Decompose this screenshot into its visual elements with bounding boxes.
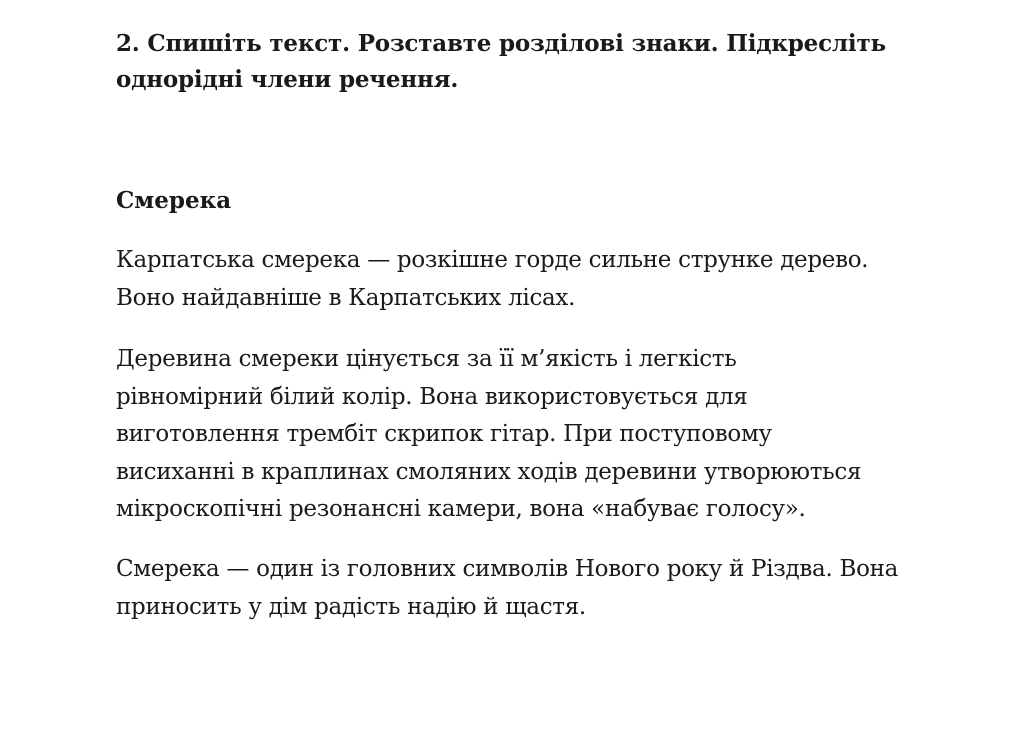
paragraph-line: виготовлення трембіт скрипок гітар. При поступовому: [116, 421, 772, 447]
task-line: однорідні члени речення.: [116, 66, 459, 93]
task-line: 2. Спишіть текст. Розставте розділові знаки. Підкресліть: [116, 30, 886, 57]
exercise-page: [116, 26, 966, 620]
paragraph-line: Воно найдавніше в Карпатських лісах.: [116, 284, 576, 311]
paragraph-line: висиханні в краплинах смоляних ходів деревини утворюються: [116, 458, 862, 485]
text-title: Смерека: [116, 187, 232, 214]
paragraph-line: Карпатська смерека — розкішне горде сильне струнке дерево.: [116, 247, 869, 273]
paragraph-line: приносить у дім радість надію й щастя.: [116, 593, 586, 620]
paragraph-line: рівномірний білий колір. Вона використовується для: [116, 383, 748, 410]
task-instruction: [116, 26, 966, 98]
paragraph-2: [116, 341, 861, 529]
paragraph-line: Деревина смереки цінується за її м’якість і легкість: [116, 346, 737, 372]
paragraph-line: Смерека — один із головних символів Нового року й Різдва. Вона: [116, 556, 899, 582]
paragraph-line: мікроскопічні резонансні камери, вона «набуває голосу».: [116, 496, 806, 522]
paragraph-1: [116, 242, 868, 317]
paragraph-3: [116, 551, 898, 626]
